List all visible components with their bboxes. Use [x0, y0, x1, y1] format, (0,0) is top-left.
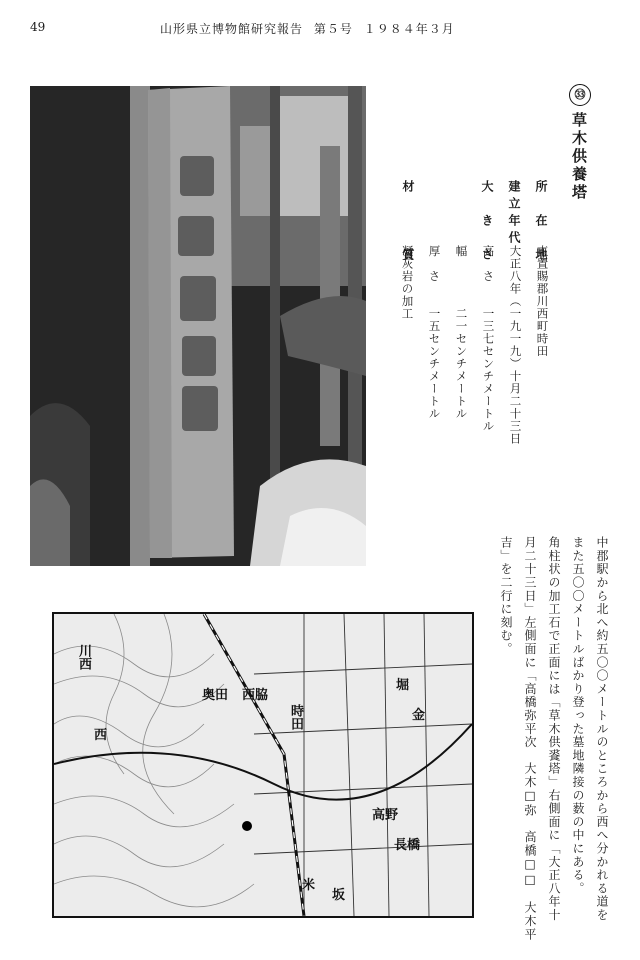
entry-title: 草木供養塔 — [570, 112, 588, 202]
page-number: 49 — [30, 20, 46, 34]
map-label-kawanishi: 川西 — [76, 644, 91, 670]
material-value: 凝灰岩の加工 — [400, 245, 415, 320]
location-map — [52, 612, 474, 918]
map-label-kane: 金 — [412, 708, 426, 723]
width-value: 幅 二一センチメートル — [454, 245, 469, 420]
location-label: 所 在 地 — [534, 180, 548, 265]
entry-number: ㉝ — [569, 84, 591, 106]
map-label-komematsu: 米 — [302, 878, 316, 893]
map-label-nishiwaki: 西脇 — [242, 688, 269, 703]
erected-label: 建立年代 — [507, 180, 521, 248]
map-label-okuda: 奥田 — [202, 688, 229, 703]
publication-date: １９８４年３月 — [363, 22, 455, 36]
body-line-2: また五〇〇メートルばかり登った墓地隣接の薮の中にある。 — [571, 536, 585, 896]
height-value: 高 さ 一三七センチメートル — [481, 245, 496, 433]
size-label: 大 き さ — [480, 180, 494, 265]
running-header — [160, 20, 461, 37]
map-label-nishi: 西 — [94, 728, 108, 743]
map-label-saka: 坂 — [332, 888, 346, 903]
location-value: 東置賜郡川西町時田 — [535, 245, 550, 358]
map-label-nagahashi: 長橋 — [394, 838, 421, 853]
issue-number: 第５号 — [313, 22, 353, 36]
thickness-value: 厚 さ 一五センチメートル — [427, 245, 442, 420]
journal-title: 山形県立博物館研究報告 — [160, 22, 304, 36]
map-label-takano: 高野 — [372, 808, 399, 823]
body-line-3: 角柱状の加工石で正面には「草木供𩛰塔」右側面に「大正八年十 — [547, 536, 561, 922]
body-line-4: 月二十三日」左側面に「高橋弥平次 大木□弥 高橋□□ 大木平 — [523, 536, 537, 941]
erected-value: 大正八年（一九一九）十月二十三日 — [508, 245, 523, 445]
map-label-tokita: 時田 — [288, 704, 303, 730]
monument-photo — [30, 86, 366, 566]
material-label: 材 質 — [401, 180, 415, 265]
body-line-1: 中郡駅から北へ約五〇〇メートルのところから西へ分かれる道を — [595, 536, 609, 922]
map-label-hori: 堀 — [396, 678, 410, 693]
body-line-5: 吉」を二行に刻む。 — [499, 536, 513, 656]
